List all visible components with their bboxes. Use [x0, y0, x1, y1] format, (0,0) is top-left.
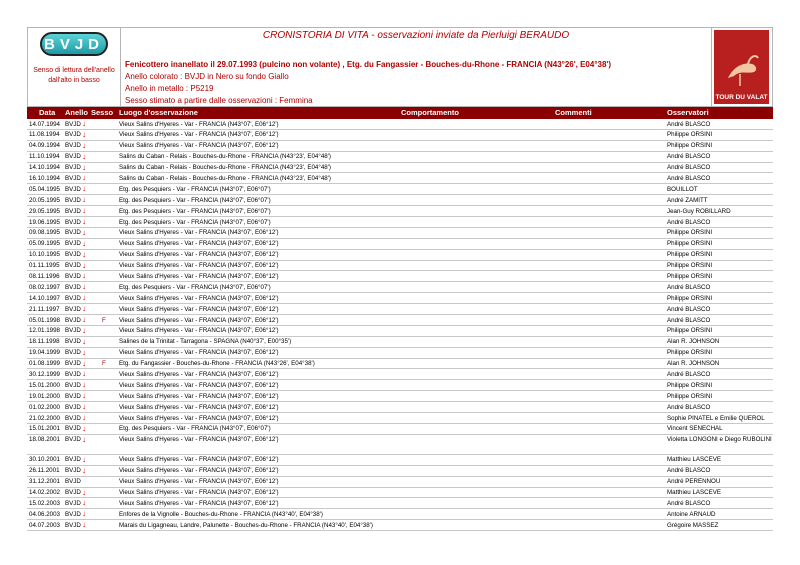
table-row — [27, 152, 773, 163]
cell-date: 26.11.2001 — [29, 467, 60, 475]
cell-ring: BVJD — [65, 327, 81, 335]
col-date: Data — [39, 108, 56, 117]
reading-direction-arrow-icon: ↓ — [82, 129, 86, 139]
cell-place: Vieux Salins d'Hyeres - Var - FRANCIA (N43°07', E06°12') — [119, 381, 279, 389]
reading-direction-arrow-icon: ↓ — [82, 487, 86, 497]
cell-ring: BVJD — [65, 207, 81, 215]
cell-ring: BVJD — [65, 478, 81, 486]
cell-place: Etg. du Fangassier - Bouches-du-Rhone - FRANCIA (N43°26', E04°38') — [119, 360, 315, 368]
reading-direction-arrow-icon: ↓ — [82, 325, 86, 335]
table-row — [27, 402, 773, 413]
cell-ring: BVJD — [65, 142, 81, 150]
cell-ring: BVJD — [65, 262, 81, 270]
cell-place: Etg. des Pesquiers - Var - FRANCIA (N43°07', E06°07') — [119, 207, 271, 215]
cell-observer: Philippe ORSINI — [667, 381, 713, 389]
table-row — [27, 184, 773, 195]
cell-date: 10.10.1995 — [29, 251, 60, 259]
cell-place: Etg. des Pesquiers - Var - FRANCIA (N43°07', E06°07') — [119, 283, 271, 291]
reading-direction-arrow-icon: ↓ — [82, 509, 86, 519]
cell-ring: BVJD — [65, 120, 81, 128]
cell-date: 04.09.1994 — [29, 142, 60, 150]
table-row — [27, 509, 773, 520]
cell-place: Vieux Salins d'Hyeres - Var - FRANCIA (N43°07', E06°12') — [119, 392, 279, 400]
cell-observer: Jean-Guy ROBILLARD — [667, 207, 731, 215]
cell-place: Vieux Salins d'Hyeres - Var - FRANCIA (N43°07', E06°12') — [119, 414, 279, 422]
cell-observer: Matthieu LASCEVE — [667, 489, 721, 496]
cell-ring: BVJD — [65, 414, 81, 422]
cell-ring: BVJD — [65, 392, 81, 400]
col-observers: Osservatori — [667, 108, 709, 117]
cell-observer: Philippe ORSINI — [667, 131, 713, 139]
cell-place: Vieux Salins d'Hyeres - Var - FRANCIA (N43°07', E06°12') — [119, 142, 279, 150]
color-ring-info: Anello colorato : BVJD in Nero su fondo Giallo — [125, 72, 289, 81]
table-row — [27, 141, 773, 152]
cell-date: 21.02.2000 — [29, 414, 60, 422]
cell-place: Vieux Salins d'Hyeres - Var - FRANCIA (N43°07', E06°12') — [119, 489, 279, 496]
cell-ring: BVJD — [65, 436, 81, 444]
page-title: CRONISTORIA DI VITA - osservazioni inviate da Pierluigi BERAUDO — [262, 30, 570, 41]
cell-date: 19.01.2000 — [29, 392, 60, 400]
cell-date: 14.07.1994 — [29, 120, 60, 128]
table-row — [27, 455, 773, 466]
cell-place: Etg. des Pesquiers - Var - FRANCIA (N43°07', E06°07') — [119, 218, 271, 226]
cell-date: 21.11.1997 — [29, 305, 60, 313]
table-row — [27, 195, 773, 206]
ring-panel — [28, 28, 121, 106]
cell-date: 14.10.1994 — [29, 164, 60, 172]
reading-direction-arrow-icon: ↓ — [82, 162, 86, 172]
cell-ring: BVJD — [65, 467, 81, 475]
cell-date: 04.07.2003 — [29, 521, 60, 529]
reading-direction-arrow-icon: ↓ — [82, 413, 86, 423]
cell-ring: BVJD — [65, 403, 81, 411]
cell-ring: BVJD — [65, 240, 81, 248]
table-body — [27, 119, 773, 531]
cell-ring: BVJD — [65, 305, 81, 313]
record-header — [27, 27, 773, 107]
cell-place: Vieux Salins d'Hyeres - Var - FRANCIA (N43°07', E06°12') — [119, 349, 279, 357]
cell-place: Vieux Salins d'Hyeres - Var - FRANCIA (N43°07', E06°12') — [119, 499, 279, 507]
table-row — [27, 173, 773, 184]
cell-observer: Philippe ORSINI — [667, 272, 713, 280]
cell-ring: BVJD — [65, 153, 81, 161]
cell-ring: BVJD — [65, 251, 81, 259]
cell-ring: BVJD — [65, 174, 81, 182]
cell-place: Salins du Caban - Relais - Bouches-du-Rhone - FRANCIA (N43°23', E04°48') — [119, 153, 331, 161]
reading-direction-arrow-icon: ↓ — [82, 119, 86, 128]
cell-observer: Philippe ORSINI — [667, 142, 713, 150]
observations-table — [27, 107, 773, 531]
cell-ring: BVJD — [65, 381, 81, 389]
cell-ring: BVJD — [65, 316, 81, 324]
cell-date: 19.06.1995 — [29, 218, 60, 226]
table-row — [27, 391, 773, 402]
cell-observer: André BLASCO — [667, 403, 711, 411]
table-row — [27, 477, 773, 488]
logo-panel — [711, 28, 772, 106]
cell-ring: BVJD — [65, 360, 81, 368]
cell-observer: Philippe ORSINI — [667, 251, 713, 259]
cell-date: 05.09.1995 — [29, 240, 60, 248]
cell-place: Salins du Caban - Relais - Bouches-du-Rhone - FRANCIA (N43°23', E04°48') — [119, 164, 331, 172]
table-row — [27, 359, 773, 370]
cell-ring: BVJD — [65, 185, 81, 193]
reading-direction-arrow-icon: ↓ — [82, 465, 86, 475]
cell-date: 30.12.1999 — [29, 370, 60, 378]
cell-observer: Philippe ORSINI — [667, 262, 713, 270]
reading-direction-arrow-icon: ↓ — [82, 498, 86, 508]
cell-date: 08.11.1996 — [29, 272, 60, 280]
cell-date: 19.04.1999 — [29, 349, 60, 357]
cell-ring: BVJD — [65, 229, 81, 237]
cell-sex: F — [102, 360, 106, 368]
cell-date: 14.10.1997 — [29, 294, 60, 302]
cell-place: Enfores de la Vignolle - Bouches-du-Rhone - FRANCIA (N43°40', E04°38') — [119, 510, 323, 518]
cell-date: 15.01.2001 — [29, 425, 60, 433]
cell-ring: BVJD — [65, 131, 81, 139]
table-row — [27, 380, 773, 391]
cell-ring: BVJD — [65, 456, 81, 464]
reading-direction-arrow-icon: ↓ — [82, 173, 86, 183]
reading-direction-arrow-icon: ↓ — [82, 271, 86, 281]
cell-place: Vieux Salins d'Hyeres - Var - FRANCIA (N43°07', E06°12') — [119, 403, 279, 411]
cell-observer: André BLASCO — [667, 153, 711, 161]
cell-observer: Alan R. JOHNSON — [667, 338, 720, 346]
cell-place: Vieux Salins d'Hyeres - Var - FRANCIA (N43°07', E06°12') — [119, 456, 279, 464]
cell-date: 31.12.2001 — [29, 478, 60, 486]
cell-observer: Philippe ORSINI — [667, 327, 713, 335]
cell-date: 04.06.2003 — [29, 510, 60, 518]
cell-place: Vieux Salins d'Hyeres - Var - FRANCIA (N43°07', E06°12') — [119, 436, 279, 444]
cell-observer: André ZAMITT — [667, 196, 708, 204]
reading-direction-arrow-icon: ↓ — [82, 369, 86, 379]
table-row — [27, 424, 773, 435]
reading-direction-arrow-icon: ↓ — [82, 227, 86, 237]
table-row — [27, 369, 773, 380]
cell-observer: André BLASCO — [667, 283, 711, 291]
reading-direction-arrow-icon: ↓ — [82, 217, 86, 227]
col-ring: Anello — [65, 108, 88, 117]
reading-direction-arrow-icon: ↓ — [82, 402, 86, 412]
cell-observer: Philippe ORSINI — [667, 229, 713, 237]
cell-place: Etg. des Pesquiers - Var - FRANCIA (N43°07', E06°07') — [119, 185, 271, 193]
cell-place: Vieux Salins d'Hyeres - Var - FRANCIA (N43°07', E06°12') — [119, 370, 279, 378]
reading-direction-arrow-icon: ↓ — [82, 304, 86, 314]
cell-date: 14.02.2002 — [29, 489, 60, 496]
table-row — [27, 337, 773, 348]
cell-date: 08.02.1997 — [29, 283, 60, 291]
cell-ring: BVJD — [65, 196, 81, 204]
cell-place: Vieux Salins d'Hyeres - Var - FRANCIA (N43°07', E06°12') — [119, 467, 279, 475]
cell-date: 05.04.1995 — [29, 185, 60, 193]
col-comments: Commenti — [555, 108, 592, 117]
metal-ring-info: Anello in metallo : P5219 — [125, 84, 214, 93]
cell-ring: BVJD — [65, 499, 81, 507]
reading-direction-arrow-icon: ↓ — [82, 315, 86, 325]
cell-observer: Sophie PINATEL e Emilie QUEROL — [667, 414, 765, 422]
reading-direction-arrow-icon: ↓ — [82, 282, 86, 292]
cell-observer: André BLASCO — [667, 370, 711, 378]
table-row — [27, 348, 773, 359]
cell-place: Vieux Salins d'Hyeres - Var - FRANCIA (N43°07', E06°12') — [119, 240, 279, 248]
cell-place: Vieux Salins d'Hyeres - Var - FRANCIA (N43°07', E06°12') — [119, 327, 279, 335]
record-info — [121, 28, 711, 106]
cell-ring: BVJD — [65, 218, 81, 226]
cell-observer: Alan R. JOHNSON — [667, 360, 720, 368]
cell-ring: BVJD — [65, 425, 81, 433]
tour-du-valat-logo — [714, 30, 769, 104]
col-sex: Sesso — [91, 108, 114, 117]
cell-place: Vieux Salins d'Hyeres - Var - FRANCIA (N43°07', E06°12') — [119, 316, 279, 324]
cell-place: Vieux Salins d'Hyeres - Var - FRANCIA (N43°07', E06°12') — [119, 120, 279, 128]
ringing-info: Fenicottero inanellato il 29.07.1993 (pulcino non volante) , Etg. du Fangassier - Bouches-du-Rhone - FRANCIA (N43°26', E04°38') — [125, 60, 611, 69]
reading-direction-arrow-icon: ↓ — [82, 336, 86, 346]
reading-direction-arrow-icon: ↓ — [82, 184, 86, 194]
table-row — [27, 498, 773, 509]
table-row — [27, 304, 773, 315]
table-row — [27, 228, 773, 239]
cell-ring: BVJD — [65, 370, 81, 378]
table-row — [27, 326, 773, 337]
cell-sex: F — [102, 316, 106, 324]
cell-ring: BVJD — [65, 294, 81, 302]
table-row — [27, 315, 773, 326]
reading-direction-arrow-icon: ↓ — [82, 151, 86, 161]
table-row — [27, 520, 773, 531]
table-row — [27, 130, 773, 141]
cell-place: Salins du Caban - Relais - Bouches-du-Rhone - FRANCIA (N43°23', E04°48') — [119, 174, 331, 182]
table-row — [27, 217, 773, 228]
flamingo-icon — [722, 48, 762, 88]
reading-direction-arrow-icon: ↓ — [82, 195, 86, 205]
table-row — [27, 293, 773, 304]
cell-observer: BOUILLOT — [667, 185, 698, 193]
cell-observer: Philippe ORSINI — [667, 240, 713, 248]
cell-observer: André BLASCO — [667, 164, 711, 172]
cell-observer: Vincent SENECHAL — [667, 425, 723, 433]
table-row — [27, 119, 773, 130]
reading-direction-arrow-icon: ↓ — [82, 434, 86, 444]
cell-observer: André BLASCO — [667, 218, 711, 226]
reading-direction-arrow-icon: ↓ — [82, 391, 86, 401]
cell-date: 30.10.2001 — [29, 456, 60, 464]
cell-place: Etg. des Pesquiers - Var - FRANCIA (N43°07', E06°07') — [119, 196, 271, 204]
cell-date: 01.08.1999 — [29, 360, 60, 368]
cell-observer: Philippe ORSINI — [667, 349, 713, 357]
reading-direction-arrow-icon: ↓ — [82, 238, 86, 248]
cell-date: 09.08.1995 — [29, 229, 60, 237]
cell-observer: André BLASCO — [667, 316, 711, 324]
cell-observer: André BLASCO — [667, 305, 711, 313]
cell-date: 11.08.1994 — [29, 131, 60, 139]
cell-place: Vieux Salins d'Hyeres - Var - FRANCIA (N43°07', E06°12') — [119, 272, 279, 280]
cell-observer: Grégoire MASSEZ — [667, 521, 719, 529]
cell-place: Vieux Salins d'Hyeres - Var - FRANCIA (N43°07', E06°12') — [119, 251, 279, 259]
cell-observer: André BLASCO — [667, 499, 711, 507]
reading-direction-arrow-icon: ↓ — [82, 423, 86, 433]
cell-observer: André BLASCO — [667, 174, 711, 182]
cell-ring: BVJD — [65, 349, 81, 357]
ring-badge: BVJD — [40, 32, 108, 56]
cell-place: Vieux Salins d'Hyeres - Var - FRANCIA (N43°07', E06°12') — [119, 262, 279, 270]
cell-date: 05.01.1998 — [29, 316, 60, 324]
cell-ring: BVJD — [65, 338, 81, 346]
reading-direction-arrow-icon: ↓ — [82, 206, 86, 216]
cell-observer: Matthieu LASCEVE — [667, 456, 721, 464]
cell-ring: BVJD — [65, 283, 81, 291]
reading-direction-note: Senso di lettura dell'anello dall'alto in basso — [33, 67, 115, 84]
table-row — [27, 206, 773, 217]
cell-observer: Philippe ORSINI — [667, 392, 713, 400]
cell-date: 29.05.1995 — [29, 207, 60, 215]
cell-ring: BVJD — [65, 272, 81, 280]
cell-place: Etg. des Pesquiers - Var - FRANCIA (N43°07', E06°07') — [119, 425, 271, 433]
cell-place: Vieux Salins d'Hyeres - Var - FRANCIA (N43°07', E06°12') — [119, 305, 279, 313]
cell-ring: BVJD — [65, 489, 81, 496]
table-row — [27, 488, 773, 499]
reading-direction-arrow-icon: ↓ — [82, 520, 86, 530]
reading-direction-arrow-icon: ↓ — [82, 140, 86, 150]
cell-observer: Antoine ARNAUD — [667, 510, 716, 518]
table-row — [27, 250, 773, 261]
cell-place: Salines de la Trinitat - Tarragona - SPAGNA (N40°37', E00°35') — [119, 338, 292, 346]
cell-date: 20.05.1995 — [29, 196, 60, 204]
cell-place: Vieux Salins d'Hyeres - Var - FRANCIA (N43°07', E06°12') — [119, 478, 279, 486]
cell-date: 18.08.2001 — [29, 436, 60, 444]
reading-direction-arrow-icon: ↓ — [82, 347, 86, 357]
cell-place: Vieux Salins d'Hyeres - Var - FRANCIA (N43°07', E06°12') — [119, 131, 279, 139]
cell-ring: BVJD — [65, 164, 81, 172]
cell-observer: André BLASCO — [667, 467, 711, 475]
table-row — [27, 413, 773, 424]
cell-place: Vieux Salins d'Hyeres - Var - FRANCIA (N43°07', E06°12') — [119, 229, 279, 237]
cell-date: 15.01.2000 — [29, 381, 60, 389]
logo-text: TOUR DU VALAT — [715, 94, 768, 101]
cell-date: 12.01.1998 — [29, 327, 60, 335]
reading-direction-arrow-icon: ↓ — [82, 293, 86, 303]
col-place: Luogo d'osservazione — [119, 108, 198, 117]
table-row — [27, 435, 773, 455]
cell-date: 01.02.2000 — [29, 403, 60, 411]
reading-direction-arrow-icon: ↓ — [82, 260, 86, 270]
table-row — [27, 271, 773, 282]
cell-date: 11.10.1994 — [29, 153, 60, 161]
cell-ring: BVJD — [65, 521, 81, 529]
cell-observer: André BLASCO — [667, 120, 711, 128]
table-header — [27, 107, 773, 119]
cell-observer: Philippe ORSINI — [667, 294, 713, 302]
cell-date: 15.02.2003 — [29, 499, 60, 507]
table-row — [27, 239, 773, 250]
cell-observer: André PERENNOU — [667, 478, 721, 486]
table-row — [27, 163, 773, 174]
sex-estimate-info: Sesso stimato a partire dalle osservazioni : Femmina — [125, 96, 313, 105]
reading-direction-arrow-icon: ↓ — [82, 249, 86, 259]
reading-direction-arrow-icon: ↓ — [82, 454, 86, 464]
col-behaviour: Comportamento — [401, 108, 459, 117]
reading-direction-arrow-icon: ↓ — [82, 380, 86, 390]
table-row — [27, 282, 773, 293]
reading-direction-arrow-icon: ↓ — [82, 358, 86, 368]
cell-place: Marais du Ligagneau, Landre, Palunette - Bouches-du-Rhone - FRANCIA (N43°40', E04°38') — [119, 521, 373, 529]
cell-date: 16.10.1994 — [29, 174, 60, 182]
cell-date: 01.11.1995 — [29, 262, 60, 270]
cell-observer: Violetta LONGONI e Diego RUBOLINI — [667, 436, 772, 444]
table-row — [27, 261, 773, 272]
cell-place: Vieux Salins d'Hyeres - Var - FRANCIA (N43°07', E06°12') — [119, 294, 279, 302]
cell-ring: BVJD — [65, 510, 81, 518]
cell-date: 18.11.1998 — [29, 338, 60, 346]
table-row — [27, 466, 773, 477]
